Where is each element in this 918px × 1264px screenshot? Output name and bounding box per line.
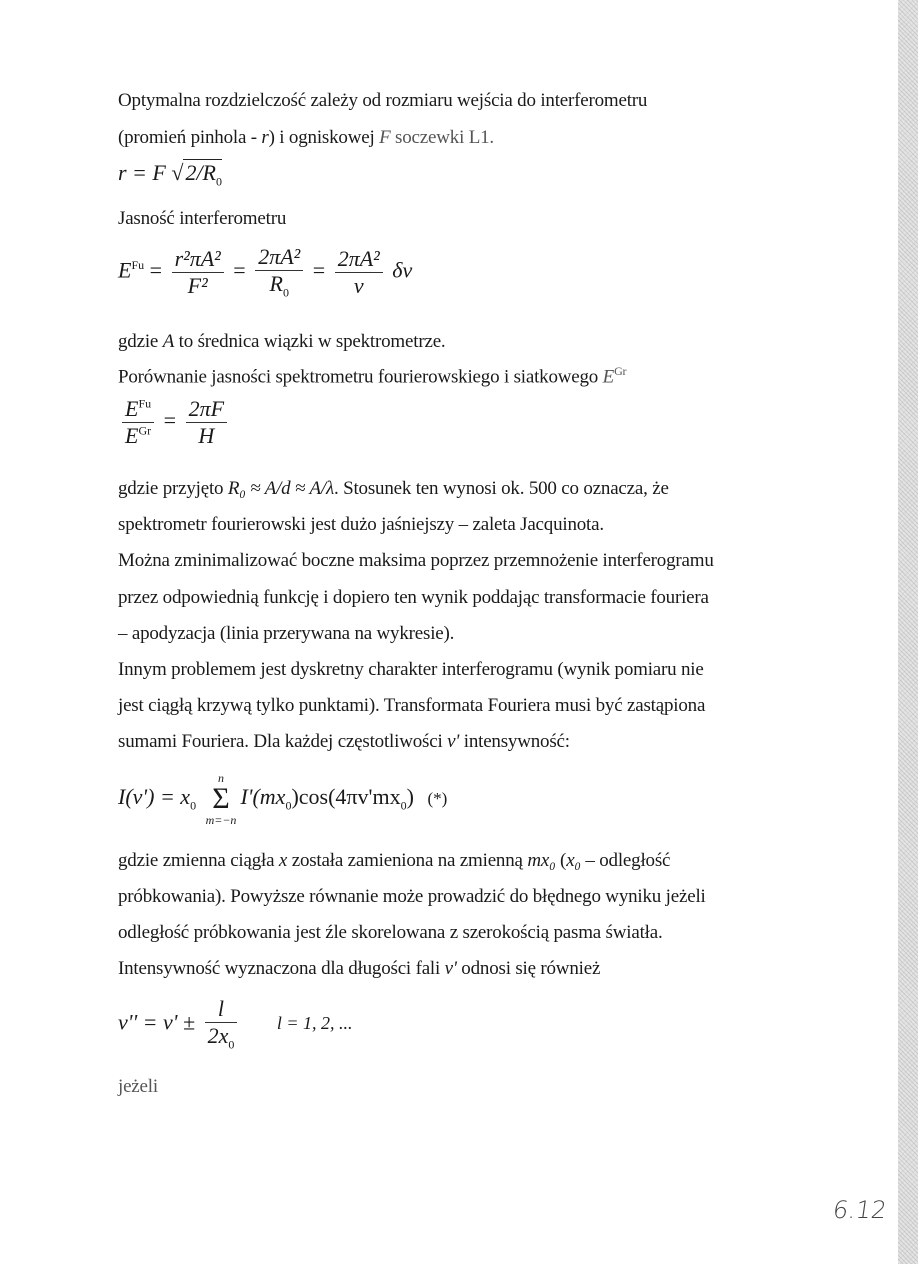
text-line [118, 478, 669, 500]
num-text: E [125, 396, 139, 421]
text: gdzie zmienna ciągła [118, 850, 279, 871]
sup: Gr [138, 423, 152, 438]
text: Porównanie jasności spektrometru fourierowskiego i siatkowego [118, 366, 603, 388]
numerator [122, 396, 154, 422]
equation-brightness: $E^{Fu}$ = $\frac{\text{r²πA²}}{\text{F²}}$ = $\frac{\text{2πA²}}{R_0}$ = $\frac{\text{2πA²}}{v}$ δv [118, 244, 413, 300]
eq-body: I'(mx [240, 784, 286, 810]
eq-condition: l = 1, 2, ... [276, 1013, 353, 1034]
text-line: próbkowania). Powyższe równanie może prowadzić do błędnego wyniku jeżeli [118, 886, 706, 907]
sup: Gr [614, 364, 627, 378]
fraction [186, 396, 227, 449]
eq-sub: 0 [285, 798, 292, 813]
text-line [118, 850, 670, 872]
var-x0: x₀ [566, 850, 581, 871]
numerator: 2πF [188, 396, 225, 421]
text-line: Innym problemem jest dyskretny charakter interferogramu (wynik pomiaru nie [118, 659, 704, 680]
eq-E: E [118, 257, 132, 283]
text-line [118, 127, 494, 149]
eq-body: ) [406, 784, 414, 810]
var-r: r [261, 127, 269, 148]
text-line [118, 731, 570, 753]
text: (promień pinhola - [118, 127, 262, 148]
var-v: v' [447, 731, 460, 752]
text: ) i ogniskowej [268, 127, 380, 148]
eq-tail: δv [392, 257, 413, 283]
var-A: A [162, 331, 175, 352]
var-mx0: mx₀ [527, 850, 556, 871]
fraction [255, 244, 303, 300]
text-line: jest ciągłą krzywą tylko punktami). Transformata Fouriera musi być zastąpiona [118, 695, 706, 716]
eq-lhs: r = F [118, 160, 166, 185]
text-line: Można zminimalizować boczne maksima poprzez przemnożenie interferogramu [118, 550, 714, 571]
text: soczewki L1. [390, 127, 494, 148]
text: została zamieniona na zmienną [287, 850, 528, 871]
sum-upper: n [218, 771, 224, 785]
text-line: jeżeli [118, 1076, 158, 1097]
equation-brightness-ratio: $\frac{E^{Fu}}{E^{Gr}}$ = $\frac{2\pi F}{H}$ [118, 396, 231, 449]
eq-sub: 0 [228, 1037, 235, 1052]
denominator [122, 422, 154, 449]
denominator [255, 270, 303, 300]
inline-math: R₀ ≈ A/d ≈ A/λ [227, 478, 334, 499]
text-line: przez odpowiednią funkcję i dopiero ten wynik poddając transformacie fouriera [118, 587, 709, 608]
fraction [205, 996, 238, 1052]
text: to średnica wiązki w spektrometrze. [174, 331, 446, 352]
equation-tag: (*) [427, 789, 448, 809]
text: odnosi się również [456, 958, 601, 979]
eq-lhs: I(v') = x [118, 784, 191, 810]
equation-aliasing [118, 996, 353, 1052]
eq-body: )cos(4πv'mx [291, 784, 401, 810]
fraction [122, 396, 154, 449]
denominator: F² [172, 272, 224, 299]
den-text: R [269, 271, 283, 296]
sum-lower: m=−n [205, 813, 237, 827]
eq-sub: 0 [400, 798, 407, 813]
eq-sub: 0 [282, 285, 289, 300]
equation-pinhole-radius: r = F $√2/R_0$ [118, 160, 222, 189]
scan-edge-strip [898, 0, 918, 1264]
denominator: H [186, 422, 227, 449]
eq-sub: 0 [190, 798, 197, 813]
den-text: E [125, 423, 139, 448]
denominator [205, 1022, 238, 1052]
numerator: r²πA² [174, 245, 221, 271]
text-line [118, 331, 445, 353]
summation [206, 772, 237, 826]
text: sumami Fouriera. Dla każdej częstotliwości [118, 731, 448, 752]
text-line: odległość próbkowania jest źle skorelowana z szerokością pasma światła. [118, 922, 663, 943]
text-line: – apodyzacja (linia przerywana na wykresie). [118, 623, 455, 644]
var-F: F [379, 127, 391, 148]
text-line: Jasność interferometru [118, 208, 287, 229]
var-E: E [602, 366, 615, 388]
var-x: x [278, 850, 288, 871]
fraction [172, 246, 224, 299]
den-text: 2x [207, 1023, 229, 1048]
numerator: 2πA² [258, 244, 301, 269]
fraction [335, 246, 383, 299]
sup: Fu [138, 396, 152, 411]
text-line [118, 958, 600, 980]
text: gdzie [118, 331, 163, 352]
text: ( [555, 850, 567, 871]
sigma-icon: Σ [212, 782, 230, 815]
denominator: v [335, 272, 383, 299]
text: Intensywność wyznaczona dla długości fali [118, 958, 445, 979]
eq-lhs: v'' = v' ± [118, 1009, 196, 1035]
numerator: 2πA² [337, 245, 380, 271]
eq-sup: Fu [131, 257, 145, 272]
var-v: v' [444, 958, 457, 979]
eq-sqrt-body: 2/R [185, 160, 216, 185]
text: gdzie przyjęto [118, 478, 228, 499]
page-number: 6.12 [831, 1196, 889, 1224]
text: intensywność: [459, 731, 570, 752]
text-line: spektrometr fourierowski jest dużo jaśniejszy – zaleta Jacquinota. [118, 514, 604, 535]
numerator: l [217, 996, 225, 1021]
text: . Stosunek ten wynosi ok. 500 co oznacza, że [334, 478, 669, 499]
text-line [118, 364, 626, 388]
equation-fourier-sum [118, 772, 447, 826]
text-line: Optymalna rozdzielczość zależy od rozmiaru wejścia do interferometru [118, 90, 648, 111]
text: – odległość [580, 850, 671, 871]
eq-sub: 0 [216, 174, 222, 189]
